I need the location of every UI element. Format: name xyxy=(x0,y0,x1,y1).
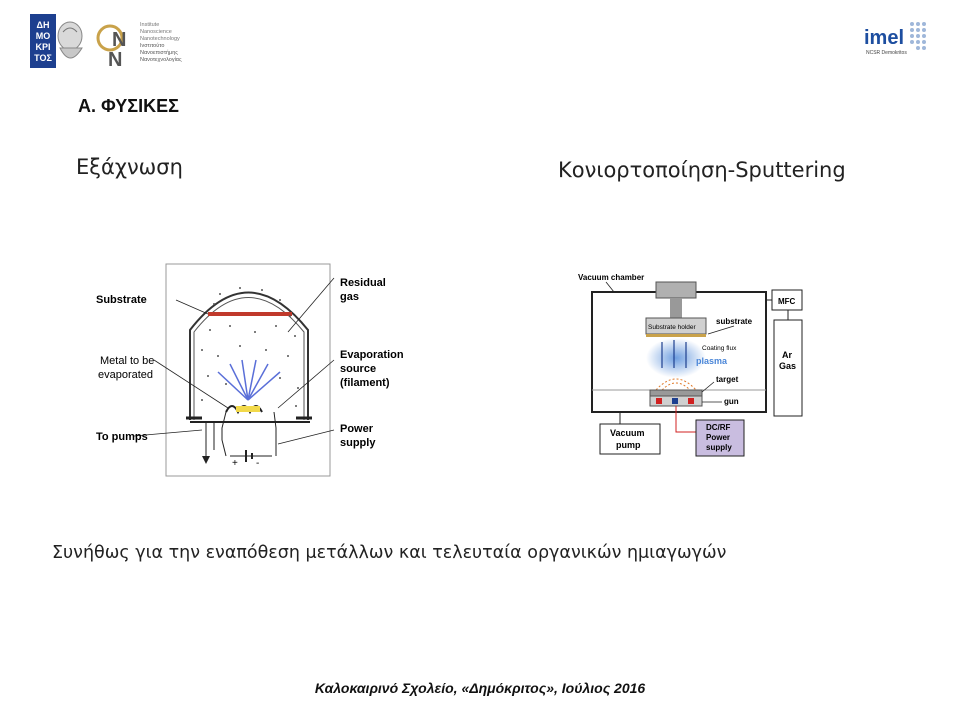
svg-text:(filament): (filament) xyxy=(340,377,390,389)
note-text: Συνήθως για την εναπόθεση μετάλλων και τελευταία οργανικών ημιαγωγών xyxy=(52,543,727,563)
svg-text:ΚΡΙ: ΚΡΙ xyxy=(35,42,51,52)
section-title: Α. ΦΥΣΙΚΕΣ xyxy=(78,96,179,116)
svg-text:Metal to be: Metal to be xyxy=(100,355,155,367)
svg-text:Vacuum: Vacuum xyxy=(610,428,645,438)
svg-text:Ινστιτούτο: Ινστιτούτο xyxy=(140,43,165,49)
svg-text:supply: supply xyxy=(340,437,376,449)
vapor-arrows xyxy=(218,360,280,400)
imel-logo xyxy=(862,16,928,64)
left-heading: Εξάχνωση xyxy=(76,155,183,179)
svg-text:Evaporation: Evaporation xyxy=(340,349,404,361)
svg-text:Power: Power xyxy=(340,423,374,435)
svg-text:+: + xyxy=(232,458,238,469)
label-substrate: Substrate xyxy=(96,294,147,306)
evaporation-diagram xyxy=(90,260,430,480)
svg-text:evaporated: evaporated xyxy=(98,369,154,381)
svg-text:-: - xyxy=(256,458,260,469)
svg-text:substrate: substrate xyxy=(716,317,753,326)
svg-text:ΔΗ: ΔΗ xyxy=(36,20,50,30)
svg-text:Residual: Residual xyxy=(340,277,386,289)
svg-text:gun: gun xyxy=(724,397,739,406)
svg-text:imel: imel xyxy=(864,27,905,49)
svg-text:target: target xyxy=(716,375,739,384)
svg-text:pump: pump xyxy=(616,440,641,450)
svg-text:Nanoscience: Nanoscience xyxy=(140,29,172,35)
svg-text:Institute: Institute xyxy=(140,22,160,28)
svg-text:Substrate holder: Substrate holder xyxy=(648,324,696,331)
svg-text:Coating flux: Coating flux xyxy=(702,345,737,352)
svg-text:MFC: MFC xyxy=(778,297,796,306)
inn-letter-1: N xyxy=(112,29,127,51)
svg-text:ΤΟΣ: ΤΟΣ xyxy=(34,53,52,63)
svg-text:Power: Power xyxy=(706,433,731,442)
sputtering-diagram xyxy=(576,268,816,460)
inn-logo xyxy=(96,18,206,68)
svg-text:Νανοτεχνολογίας: Νανοτεχνολογίας xyxy=(140,57,182,63)
svg-text:source: source xyxy=(340,363,377,375)
svg-text:Νανοεπιστήμης: Νανοεπιστήμης xyxy=(140,50,178,56)
substrate-bar xyxy=(208,312,292,316)
svg-text:Ar: Ar xyxy=(782,350,793,360)
svg-text:Nanotechnology: Nanotechnology xyxy=(140,36,180,42)
svg-text:DC/RF: DC/RF xyxy=(706,423,731,432)
inn-letter-2: N xyxy=(108,49,123,68)
svg-text:ΜΟ: ΜΟ xyxy=(35,31,51,41)
svg-text:plasma: plasma xyxy=(696,356,728,366)
svg-text:NCSR Demokritos: NCSR Demokritos xyxy=(866,50,907,56)
footer: Καλοκαιρινό Σχολείο, «Δημόκριτος», Ιούλιος 2016 xyxy=(314,680,646,696)
right-heading: Κονιορτοποίηση-Sputtering xyxy=(558,158,846,182)
svg-text:Gas: Gas xyxy=(779,361,797,371)
svg-text:To pumps: To pumps xyxy=(96,431,148,443)
demokritos-logo xyxy=(30,14,86,68)
svg-text:supply: supply xyxy=(706,443,732,452)
svg-text:gas: gas xyxy=(340,291,359,303)
svg-text:Vacuum chamber: Vacuum chamber xyxy=(578,273,645,282)
